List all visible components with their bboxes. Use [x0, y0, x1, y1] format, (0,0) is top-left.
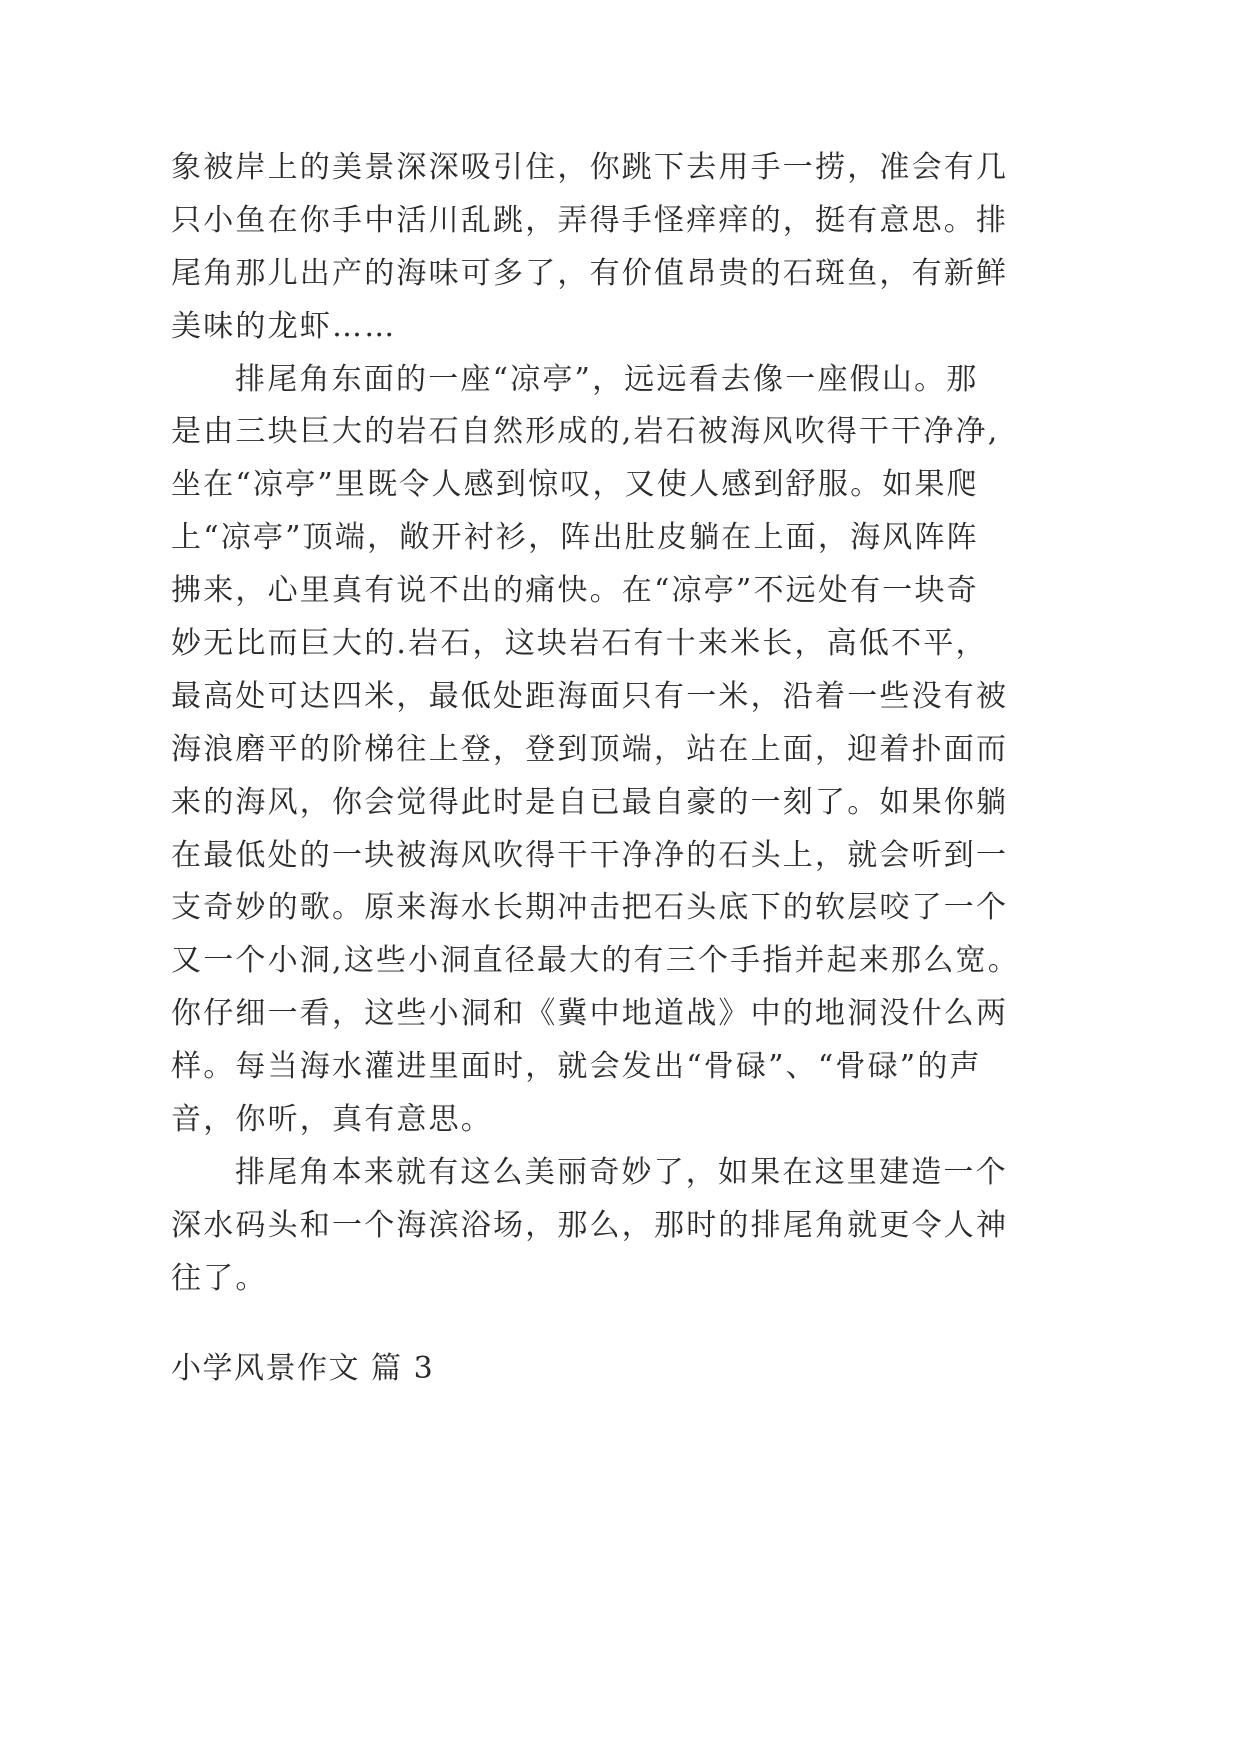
- text-line: 美味的龙虾……: [171, 308, 397, 344]
- text-line: 在最低处的一块被海风吹得干干净净的石头上，就会听到一: [171, 837, 1009, 873]
- text-line: 拂来，心里真有说不出的痛快。在“凉亭”不远处有一块奇: [171, 573, 979, 609]
- section-heading: 小学风景作文 篇 3: [171, 1351, 435, 1386]
- paragraph-3: [171, 1147, 1009, 1306]
- text-line: 象被岸上的美景深深吸引住，你跳下去用手一捞，准会有几: [171, 150, 1009, 185]
- text-line: 排尾角东面的一座“凉亭”，远远看去像一座假山。那: [235, 361, 979, 397]
- text-line: 深水码头和一个海滨浴场，那么，那时的排尾角就更令人神: [171, 1207, 1009, 1243]
- body-text: [171, 142, 1020, 1306]
- text-line: 来的海风，你会觉得此时是自已最自豪的一刻了。如果你躺: [171, 784, 1009, 820]
- text-line: 往了。: [171, 1260, 268, 1296]
- text-line: 你仔细一看，这些小洞和《冀中地道战》中的地洞没什么两: [171, 996, 1009, 1032]
- text-line: 样。每当海水灌进里面时，就会发出“骨碌”、“骨碌”的声: [171, 1049, 982, 1085]
- text-line: 海浪磨平的阶梯往上登，登到顶端，站在上面，迎着扑面而: [171, 731, 1009, 767]
- text-line: 是由三块巨大的岩石自然形成的,岩石被海风吹得干干净净,: [171, 414, 1000, 450]
- text-line: 支奇妙的歌。原来海水长期冲击把石头底下的软层咬了一个: [171, 890, 1009, 926]
- text-line: 尾角那儿出产的海味可多了，有价值昂贵的石斑鱼，有新鲜: [171, 255, 1009, 291]
- text-line: 只小鱼在你手中活川乱跳，弄得手怪痒痒的，挺有意思。排: [171, 202, 1009, 238]
- text-line: 音，你听，真有意思。: [171, 1102, 493, 1138]
- text-line: 妙无比而巨大的.岩石，这块岩石有十来米长，高低不平，: [171, 626, 988, 662]
- text-line: 最高处可达四米，最低处距海面只有一米，沿着一些没有被: [171, 678, 1009, 714]
- paragraph-1: [171, 142, 1009, 354]
- text-line: 排尾角本来就有这么美丽奇妙了，如果在这里建造一个: [235, 1154, 1008, 1190]
- text-line: 又一个小洞,这些小洞直径最大的有三个手指并起来那么宽。: [171, 943, 1020, 979]
- text-line: 上“凉亭”顶端，敞开衬衫，阵出肚皮躺在上面，海风阵阵: [171, 520, 979, 556]
- paragraph-2: [171, 354, 1020, 1147]
- text-line: 坐在“凉亭”里既令人感到惊叹，又使人感到舒服。如果爬: [171, 467, 979, 503]
